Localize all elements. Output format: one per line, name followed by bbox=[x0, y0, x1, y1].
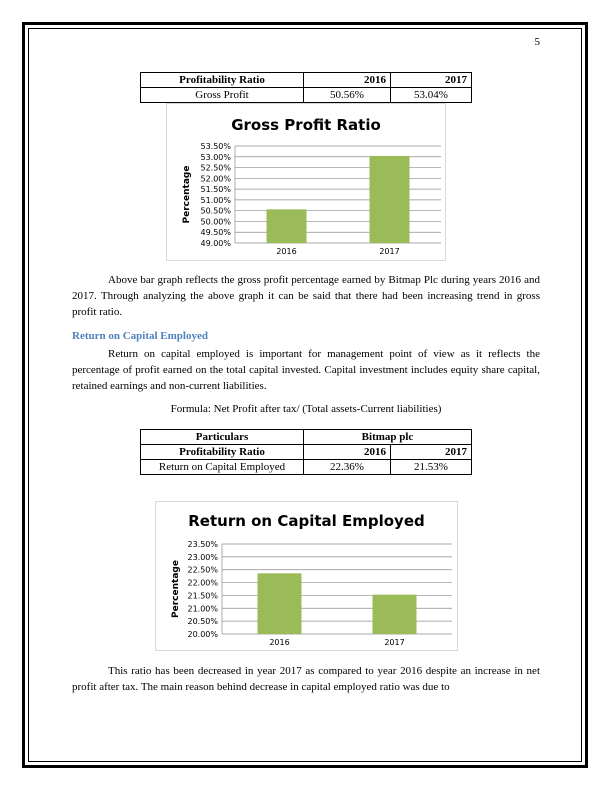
roce-chart bbox=[155, 501, 458, 651]
table-cell: 22.36% bbox=[304, 460, 391, 475]
y-tick-label: 53.00% bbox=[200, 152, 231, 162]
y-tick-label: 20.50% bbox=[187, 617, 218, 627]
table-header-cell: 2017 bbox=[391, 445, 472, 460]
bar-2017 bbox=[370, 156, 410, 243]
y-tick-label: 22.50% bbox=[187, 565, 218, 575]
y-tick-label: 53.50% bbox=[200, 142, 231, 151]
table-header-row bbox=[141, 430, 472, 445]
y-tick-label: 21.50% bbox=[187, 591, 218, 601]
gross-profit-table bbox=[140, 72, 472, 103]
table-cell: 50.56% bbox=[304, 88, 391, 103]
y-tick-label: 52.00% bbox=[200, 174, 231, 184]
paragraph-gross-profit: Above bar graph reflects the gross profit percentage earned by Bitmap Plc during years 2016 and 2017. Through analyzing the above graph it can be said that there had been increasing trend in gross profit ratio. bbox=[72, 274, 540, 318]
y-tick-label: 50.50% bbox=[200, 206, 231, 216]
y-tick-label: 51.50% bbox=[200, 185, 231, 195]
x-tick-label: 2016 bbox=[276, 247, 297, 256]
section-heading-roce: Return on Capital Employed bbox=[72, 330, 208, 342]
table-header-cell: 2017 bbox=[391, 73, 472, 88]
table-header-row bbox=[141, 445, 472, 460]
table-header-cell: Profitability Ratio bbox=[141, 445, 304, 460]
table-row bbox=[141, 88, 472, 103]
table-header-cell: 2016 bbox=[304, 445, 391, 460]
y-tick-label: 20.00% bbox=[187, 630, 218, 639]
x-tick-label: 2017 bbox=[379, 247, 400, 256]
table-row bbox=[141, 460, 472, 475]
y-axis-label: Percentage bbox=[171, 560, 181, 618]
y-tick-label: 23.00% bbox=[187, 552, 218, 562]
bar-2017 bbox=[373, 595, 417, 634]
y-tick-label: 21.00% bbox=[187, 604, 218, 614]
gross-profit-chart bbox=[166, 103, 446, 261]
roce-chart-svg bbox=[156, 502, 457, 650]
table-cell: Gross Profit bbox=[141, 88, 304, 103]
x-tick-label: 2017 bbox=[384, 638, 405, 647]
table-header-row bbox=[141, 73, 472, 88]
table-header-cell: 2016 bbox=[304, 73, 391, 88]
formula-text: Formula: Net Profit after tax/ (Total assets-Current liabilities) bbox=[170, 403, 442, 415]
paragraph-roce-intro: Return on capital employed is important for management point of view as it reflects the percentage of profit earned on the total capital invested. Capital investment includes equity share capital, retained earnings and non-current liabilities. bbox=[72, 348, 540, 392]
table-header-cell: Profitability Ratio bbox=[141, 73, 304, 88]
page-number: 5 bbox=[534, 36, 540, 48]
bar-2016 bbox=[258, 573, 302, 634]
chart-title: Gross Profit Ratio bbox=[231, 116, 381, 134]
y-tick-label: 52.50% bbox=[200, 163, 231, 173]
table-cell: 53.04% bbox=[391, 88, 472, 103]
y-tick-label: 22.00% bbox=[187, 578, 218, 588]
paragraph-roce-analysis: This ratio has been decreased in year 2017 as compared to year 2016 despite an increase in net profit after tax. The main reason behind decrease in capital employed ratio was due to bbox=[72, 665, 540, 693]
roce-table bbox=[140, 429, 472, 475]
bar-2016 bbox=[267, 209, 307, 243]
y-axis-label: Percentage bbox=[182, 165, 192, 224]
y-tick-label: 50.00% bbox=[200, 217, 231, 227]
table-cell: Return on Capital Employed bbox=[141, 460, 304, 475]
gross-profit-chart-svg bbox=[167, 104, 445, 260]
y-tick-label: 51.00% bbox=[200, 195, 231, 205]
table-header-cell: Bitmap plc bbox=[304, 430, 472, 445]
table-cell: 21.53% bbox=[391, 460, 472, 475]
table-header-cell: Particulars bbox=[141, 430, 304, 445]
chart-title: Return on Capital Employed bbox=[188, 512, 425, 530]
y-tick-label: 23.50% bbox=[187, 540, 218, 549]
y-tick-label: 49.00% bbox=[200, 239, 231, 248]
x-tick-label: 2016 bbox=[269, 638, 290, 647]
y-tick-label: 49.50% bbox=[200, 228, 231, 238]
